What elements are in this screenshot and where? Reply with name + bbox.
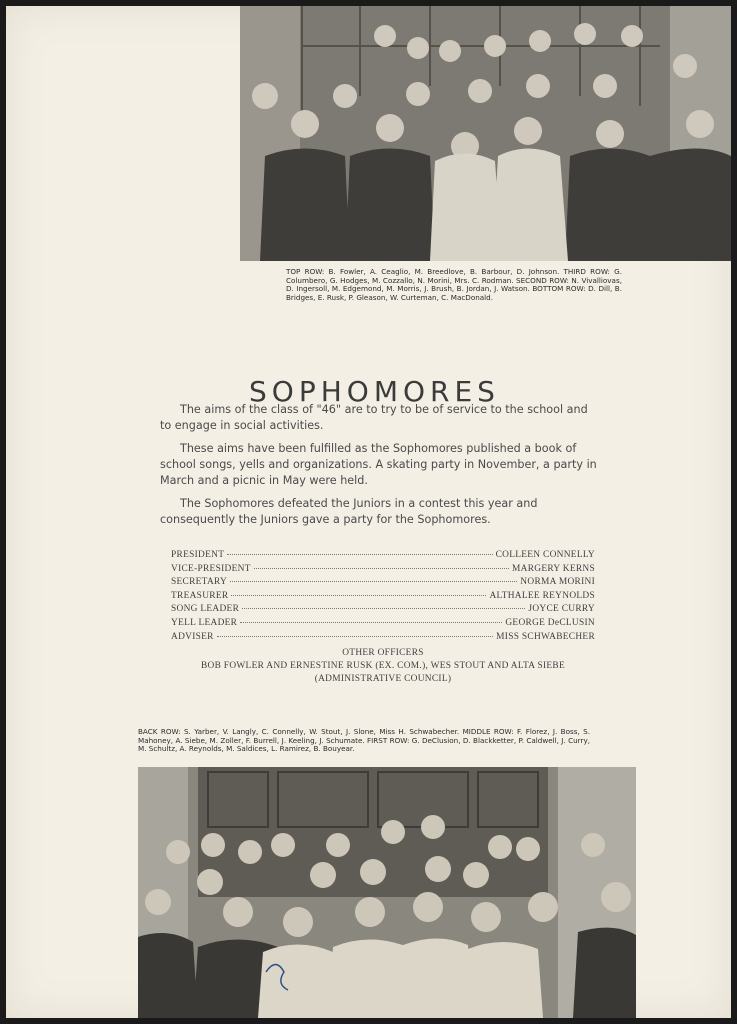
officer-role: SECRETARY [171, 577, 228, 588]
officer-row [171, 550, 595, 564]
other-officers-line: BOB FOWLER AND ERNESTINE RUSK (EX. COM.), WES STOUT AND ALTA SIEBE [200, 661, 566, 672]
officer-role: YELL LEADER [171, 617, 238, 628]
leader-dots [240, 622, 502, 623]
section-title: SOPHOMORES [249, 374, 500, 408]
officers-list [171, 550, 595, 687]
officer-name: COLLEEN CONNELLY [495, 550, 595, 560]
top-photo-caption: TOP ROW: B. Fowler, A. Ceaglio, M. Breedlove, B. Barbour, D. Johnson. THIRD ROW: G. Columbero, G. Hodges, M. Cozzallo, N. Morini, Mrs. C. Rodman. SECOND ROW: N. Vivalliovas, D. Ingersoll, M. Edgemond, M. Morris, J. Brush, B. Jordan, J. Watson. BOTTOM ROW: D. Dill, B. Bridges, E. Rusk, P. Gleason, W. Curteman, C. MacDonald. [286, 267, 622, 302]
body-paragraph: These aims have been fulfilled as the Sophomores published a book of school songs, yells and organizations. A skating party in November, a party in March and a picnic in May were held. [160, 442, 597, 487]
officer-role: VICE-PRESIDENT [171, 563, 251, 574]
officer-name: JOYCE CURRY [528, 604, 595, 615]
officer-role: SONG LEADER [171, 604, 240, 615]
officer-name: MARGERY KERNS [512, 563, 595, 574]
officer-row [171, 604, 595, 618]
officer-row [171, 591, 595, 605]
top-group-photo [240, 6, 731, 261]
officer-row [171, 632, 595, 646]
body-paragraph: The Sophomores defeated the Juniors in a contest this year and consequently the Juniors gave a party for the Sophomores. [160, 497, 538, 526]
top-photo-illustration [240, 6, 731, 261]
officer-role: PRESIDENT [171, 550, 225, 560]
body-paragraph: The aims of the class of "46" are to try to be of service to the school and to engage in social activities. [160, 403, 588, 432]
leader-dots [230, 581, 517, 582]
other-officers-heading: OTHER OFFICERS [342, 648, 424, 659]
officer-role: TREASURER [171, 590, 229, 601]
leader-dots [227, 554, 492, 555]
bottom-photo-illustration [138, 767, 636, 1018]
officer-name: ALTHALEE REYNOLDS [489, 590, 595, 601]
yearbook-page [6, 6, 731, 1018]
leader-dots [231, 595, 486, 596]
leader-dots [242, 608, 525, 609]
officer-name: GEORGE DeCLUSIN [505, 617, 595, 628]
leader-dots [254, 568, 509, 569]
officer-name: NORMA MORINI [520, 577, 595, 588]
officer-name: MISS SCHWABECHER [496, 631, 595, 642]
leader-dots [217, 636, 493, 637]
officer-row [171, 564, 595, 578]
officer-row [171, 618, 595, 632]
section-body [160, 402, 600, 535]
other-officers-note: (ADMINISTRATIVE COUNCIL) [314, 674, 452, 685]
bottom-photo-caption: BACK ROW: S. Yarber, V. Langly, C. Connelly, W. Stout, J. Slone, Miss H. Schwabecher. MIDDLE ROW: F. Florez, J. Boss, S. Mahoney, A. Siebe, M. Zoller, F. Burrell, J. Keeling, J. Schumate. FIRST ROW: G. DeClusion, D. Blackketter, P. Caldwell, J. Curry, M. Schultz, A. Reynolds, M. Saldices, L. Ramirez, B. Bouyear. [138, 727, 590, 754]
officer-row [171, 577, 595, 591]
bottom-group-photo [138, 767, 636, 1018]
officer-role: ADVISER [171, 631, 214, 642]
